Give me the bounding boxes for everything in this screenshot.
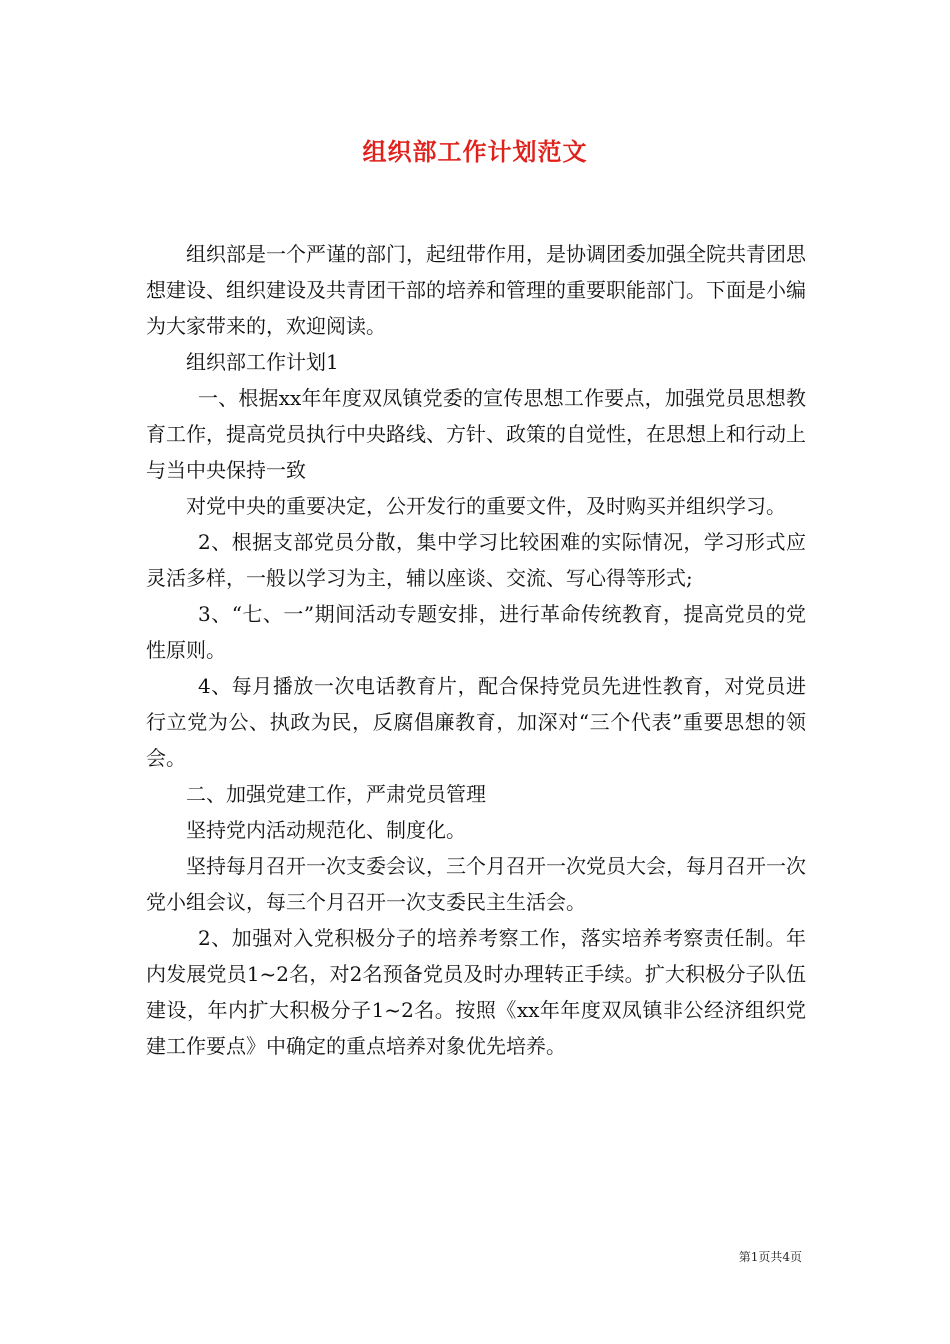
section-heading-plan-1: 组织部工作计划1 — [186, 350, 339, 374]
paragraph-item-4: 4、每月播放一次电话教育片，配合保持党员先进性教育，对党员进行立党为公、执政为民，反腐倡廉教育，加深对“三个代表”重要思想的领会。 — [146, 674, 806, 770]
paragraph: 坚持每月召开一次支委会议，三个月召开一次党员大会，每月召开一次党小组会议，每三个月召开一次支委民主生活会。 — [146, 854, 806, 914]
paragraph-item-2b: 2、加强对入党积极分子的培养考察工作，落实培养考察责任制。年内发展党员1~2名，对2名预备党员及时办理转正手续。扩大积极分子队伍建设，年内扩大积极分子1~2名。按照《xx年年度双凤镇非公经济组织党建工作要点》中确定的重点培养对象优先培养。 — [146, 926, 806, 1058]
page-number-footer: 第1页共4页 — [738, 1250, 802, 1264]
document-title: 组织部工作计划范文 — [362, 137, 588, 166]
paragraph: 坚持党内活动规范化、制度化。 — [186, 818, 466, 842]
paragraph: 对党中央的重要决定，公开发行的重要文件，及时购买并组织学习。 — [186, 494, 786, 518]
paragraph-item-2: 2、根据支部党员分散，集中学习比较困难的实际情况，学习形式应灵活多样，一般以学习为主，辅以座谈、交流、写心得等形式; — [146, 530, 806, 590]
document-body — [146, 236, 806, 1064]
intro-paragraph: 组织部是一个严谨的部门，起纽带作用，是协调团委加强全院共青团思想建设、组织建设及共青团干部的培养和管理的重要职能部门。下面是小编为大家带来的，欢迎阅读。 — [146, 242, 806, 338]
paragraph-item-1: 一、根据xx年年度双凤镇党委的宣传思想工作要点，加强党员思想教育工作，提高党员执行中央路线、方针、政策的自觉性，在思想上和行动上与当中央保持一致 — [146, 386, 806, 482]
section-heading-2: 二、加强党建工作，严肃党员管理 — [186, 782, 486, 806]
paragraph-item-3: 3、“七、一”期间活动专题安排，进行革命传统教育，提高党员的党性原则。 — [146, 602, 806, 662]
